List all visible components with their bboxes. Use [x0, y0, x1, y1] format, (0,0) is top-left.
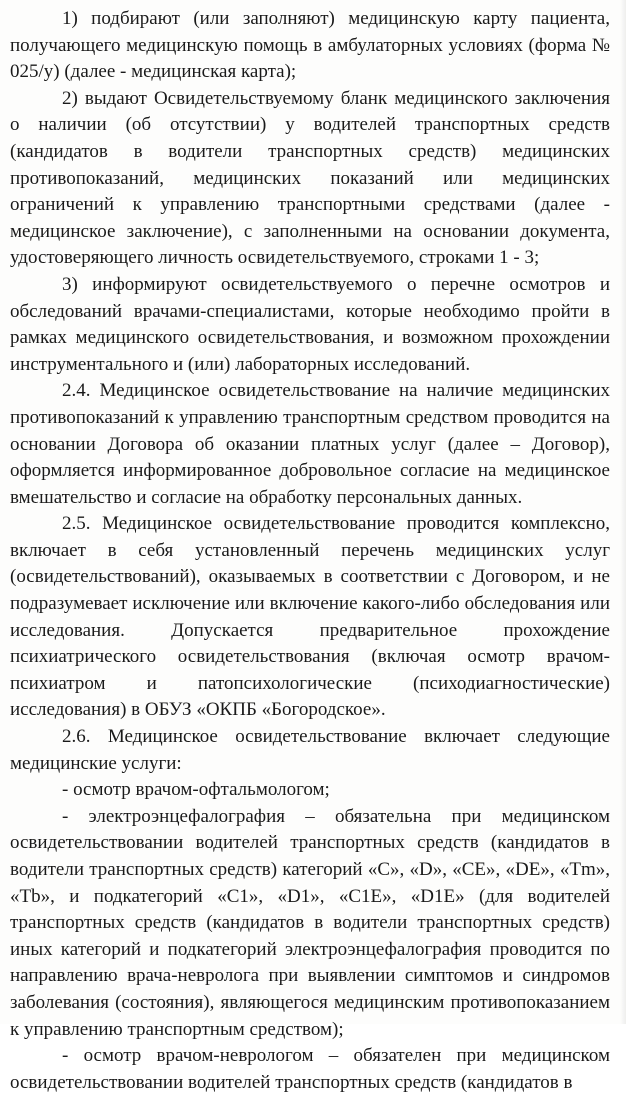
scan-edge-shadow: [620, 0, 626, 1024]
paragraph-item-1: 1) подбирают (или заполняют) медицинскую карту пациента, получающего медицинскую помощь в амбулаторных условиях (форма № 025/у) (далее - медицинская карта);: [10, 8, 610, 83]
list-item-eeg: - электроэнцефалография – обязательна при медицинском освидетельствовании водителей транспортных средств (кандидатов в водители транспортных средств) категорий «C», «D», «CE», «DE», «Tm», «Tb», и подкатегорий «C1», «D1», «C1E», «D1E» (для водителей транспортных средств (кандидатов в водители транспортных средств) иных категорий и подкатегорий электроэнцефалография проводится по направлению врача-невролога при выявлении симптомов и синдромов заболевания (состояния), являющегося медицинским противопоказанием к управлению транспортным средством);: [10, 805, 610, 1040]
paragraph-2-6: 2.6. Медицинское освидетельствование включает следующие медицинские услуги:: [10, 726, 610, 774]
paragraph-2-4: 2.4. Медицинское освидетельствование на наличие медицинских противопоказаний к управлению транспортным средством проводится на основании Договора об оказании платных услуг (далее – Договор), оформляется информированное добровольное согласие на медицинское вмешательство и согласие на обработку персональных данных.: [10, 380, 610, 508]
document-page: [10, 0, 610, 1096]
list-item-neurologist: - осмотр врачом-неврологом – обязателен при медицинском освидетельствовании водителей транспортных средств (кандидатов в: [10, 1045, 610, 1093]
paragraph-item-3: 3) информируют освидетельствуемого о перечне осмотров и обследований врачами-специалистами, которые необходимо пройти в рамках медицинского освидетельствования, и возможном прохождении инструментального и (или) лабораторных исследований.: [10, 273, 610, 375]
paragraph-item-2: 2) выдают Освидетельствуемому бланк медицинского заключения о наличии (об отсутствии) у водителей транспортных средств (кандидатов в водители транспортных средств) медицинских противопоказаний, медицинских показаний или медицинских ограничений к управлению транспортными средствами (далее - медицинское заключение), с заполненными на основании документа, удостоверяющего личность освидетельствуемого, строками 1 - 3;: [10, 87, 610, 269]
paragraph-2-5: 2.5. Медицинское освидетельствование проводится комплексно, включает в себя установленный перечень медицинских услуг (освидетельствований), оказываемых в соответствии с Договором, и не подразумевает исключение или включение какого-либо обследования или исследования. Допускается предварительное прохождение психиатрического освидетельствования (включая осмотр врачом-психиатром и патопсихологические (психодиагностические) исследования) в ОБУЗ «ОКПБ «Богородское».: [10, 513, 610, 721]
list-item-ophthalmologist: - осмотр врачом-офтальмологом;: [62, 779, 330, 801]
